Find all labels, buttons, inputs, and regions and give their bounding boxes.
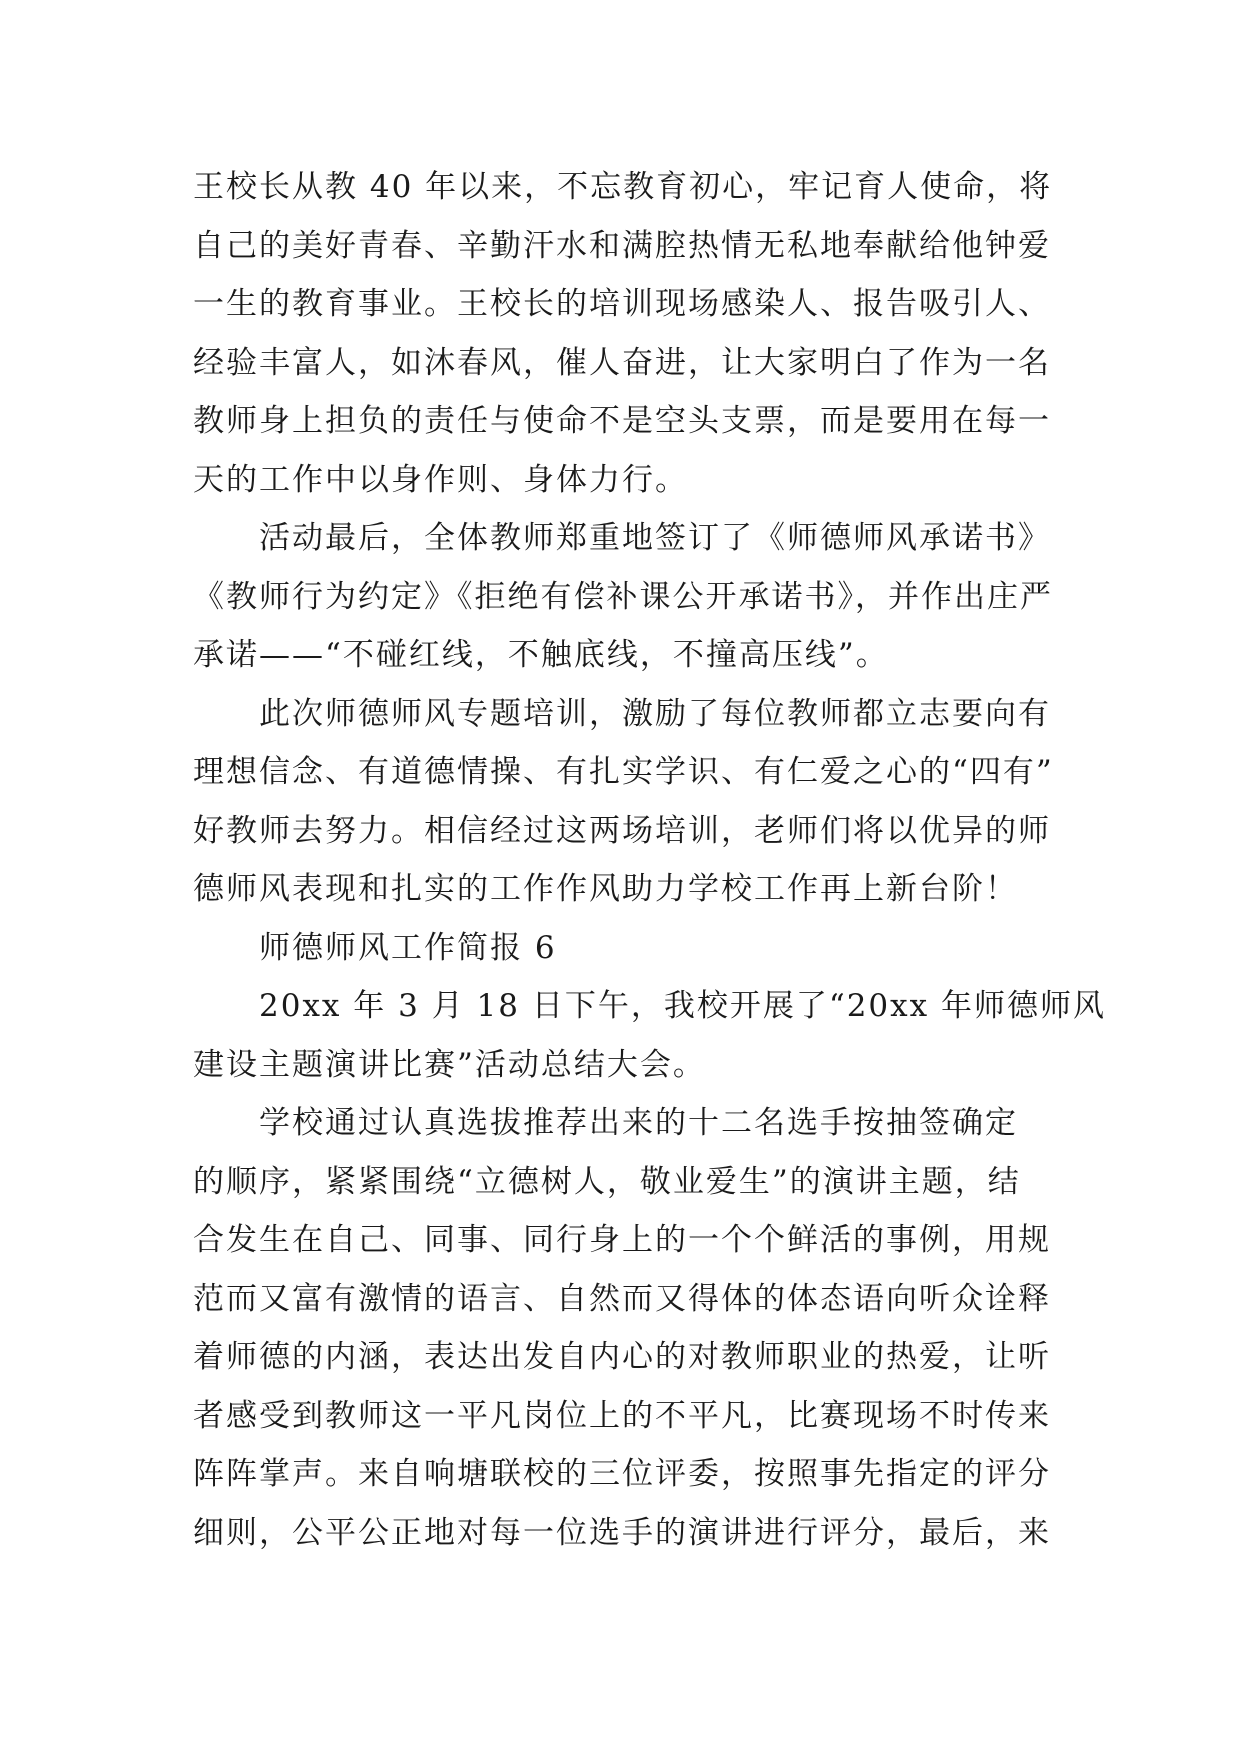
- text-line: 20xx 年 3 月 18 日下午，我校开展了“20xx 年师德师风: [193, 988, 1106, 1024]
- text-line: 范而又富有激情的语言、自然而又得体的体态语向听众诠释: [193, 1280, 1051, 1317]
- text-line: 《教师行为约定》《拒绝有偿补课公开承诺书》，并作出庄严: [193, 578, 1053, 615]
- text-line: 活动最后，全体教师郑重地签订了《师德师风承诺书》: [193, 520, 1051, 556]
- text-line: 学校通过认真选拔推荐出来的十二名选手按抽签确定: [193, 1105, 1018, 1141]
- text-line: 承诺——“不碰红线，不触底线，不撞高压线”。: [193, 637, 889, 673]
- text-line: 经验丰富人，如沐春风，催人奋进，让大家明白了作为一名: [193, 344, 1051, 381]
- text-line: 一生的教育事业。王校长的培训现场感染人、报告吸引人、: [193, 286, 1051, 322]
- section-heading: 师德师风工作简报 6: [193, 929, 557, 966]
- text-line: 者感受到教师这一平凡岗位上的不平凡，比赛现场不时传来: [193, 1397, 1051, 1434]
- text-line: 德师风表现和扎实的工作作风助力学校工作再上新台阶！: [193, 871, 1018, 907]
- text-line: 自己的美好青春、辛勤汗水和满腔热情无私地奉献给他钟爱: [193, 227, 1051, 264]
- text-line: 合发生在自己、同事、同行身上的一个个鲜活的事例，用规: [193, 1222, 1051, 1258]
- text-line: 理想信念、有道德情操、有扎实学识、有仁爱之心的“四有”: [193, 754, 1054, 790]
- text-line: 教师身上担负的责任与使命不是空头支票，而是要用在每一: [193, 403, 1051, 439]
- body-text: [193, 158, 1106, 1562]
- text-line: 王校长从教 40 年以来，不忘教育初心，牢记育人使命，将: [193, 169, 1053, 205]
- text-line: 阵阵掌声。来自响塘联校的三位评委，按照事先指定的评分: [193, 1456, 1051, 1492]
- text-line: 天的工作中以身作则、身体力行。: [193, 461, 688, 498]
- text-line: 的顺序，紧紧围绕“立德树人，敬业爱生”的演讲主题，结: [193, 1163, 1021, 1200]
- text-line: 好教师去努力。相信经过这两场培训，老师们将以优异的师: [193, 812, 1051, 849]
- text-line: 细则，公平公正地对每一位选手的演讲进行评分，最后，来: [193, 1514, 1051, 1551]
- text-line: 此次师德师风专题培训，激励了每位教师都立志要向有: [193, 695, 1051, 732]
- text-line: 着师德的内涵，表达出发自内心的对教师职业的热爱，让听: [193, 1339, 1051, 1375]
- text-line: 建设主题演讲比赛”活动总结大会。: [193, 1046, 706, 1083]
